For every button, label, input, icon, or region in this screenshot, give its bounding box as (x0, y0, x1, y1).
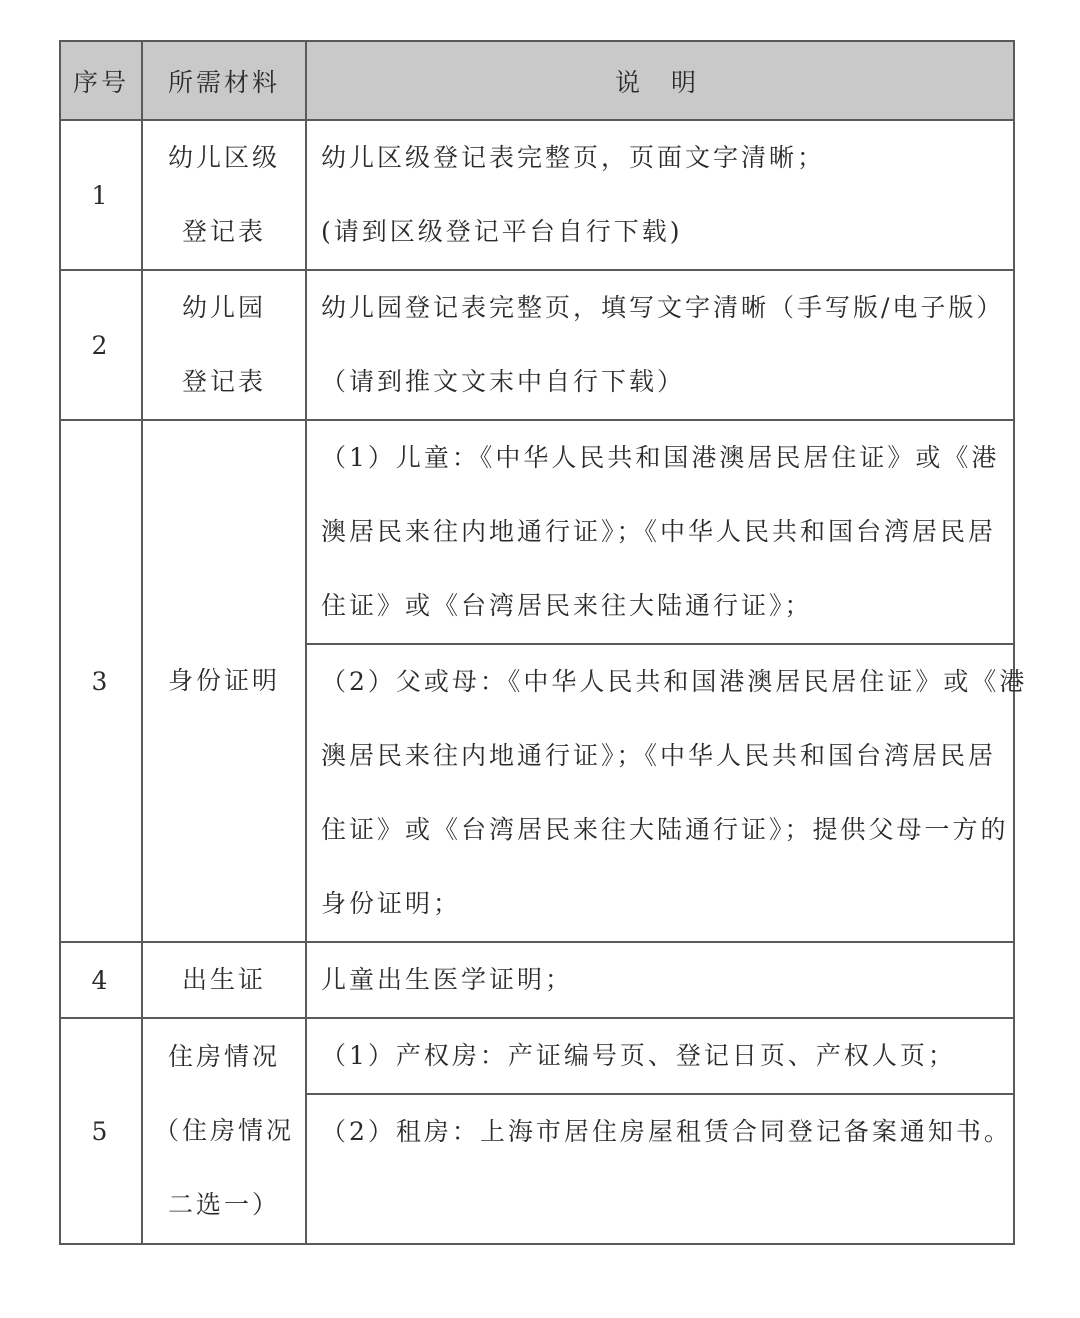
material-cell (142, 942, 306, 1018)
table-row (60, 1018, 1014, 1094)
desc-line: （1）产权房：产证编号页、登记日页、产权人页； (321, 1041, 956, 1070)
material-line: 住房情况 (167, 1042, 280, 1071)
table-row (60, 942, 1014, 1018)
desc-line: 澳居民来往内地通行证》；《中华人民共和国台湾居民居 (321, 741, 997, 770)
material-line: 登记表 (181, 217, 266, 246)
row-number: 5 (60, 1018, 142, 1244)
row-number: 1 (60, 120, 142, 270)
desc-line: 住证》或《台湾居民来往大陆通行证》； (321, 591, 813, 620)
desc-line: （2）父或母：《中华人民共和国港澳居民居住证》或《港 (321, 667, 1028, 696)
material-line: 出生证 (181, 965, 266, 994)
desc-line: 澳居民来往内地通行证》；《中华人民共和国台湾居民居 (321, 517, 997, 546)
desc-line: （1）儿童：《中华人民共和国港澳居民居住证》或《港 (321, 443, 1000, 472)
material-line: 幼儿区级 (167, 143, 280, 172)
desc-cell (306, 120, 1014, 270)
material-line: 登记表 (181, 367, 266, 396)
material-line: （住房情况 (153, 1116, 294, 1145)
material-line: 二选一） (167, 1190, 280, 1219)
desc-line: 幼儿区级登记表完整页，页面文字清晰； (321, 143, 826, 172)
desc-cell (306, 1018, 1014, 1094)
desc-cell (306, 420, 1014, 644)
material-cell (142, 120, 306, 270)
material-cell (142, 420, 306, 942)
desc-line: (请到区级登记平台自行下载) (321, 217, 683, 246)
desc-cell (306, 1094, 1014, 1244)
desc-spacer (321, 1169, 1007, 1243)
row-number: 3 (60, 420, 142, 942)
desc-line: 幼儿园登记表完整页，填写文字清晰（手写版/电子版） (321, 293, 1005, 322)
row-number: 4 (60, 942, 142, 1018)
table-row (60, 420, 1014, 644)
desc-cell (306, 270, 1014, 420)
material-line: 幼儿园 (181, 293, 266, 322)
header-no: 序号 (60, 41, 142, 120)
requirements-table (59, 40, 1028, 1245)
header-desc: 说 明 (306, 41, 1014, 120)
desc-cell (306, 942, 1014, 1018)
desc-line: 儿童出生医学证明； (321, 965, 574, 994)
material-cell (142, 1018, 306, 1244)
desc-line: （请到推文文末中自行下载） (321, 367, 686, 396)
table-row (60, 270, 1014, 420)
desc-cell (306, 644, 1028, 942)
header-row (60, 41, 1014, 120)
header-material: 所需材料 (142, 41, 306, 120)
material-line: 身份证明 (167, 666, 280, 695)
desc-line: （2）租房：上海市居住房屋租赁合同登记备案通知书。 (321, 1117, 1012, 1146)
table-row (60, 120, 1014, 270)
material-cell (142, 270, 306, 420)
desc-line: 身份证明； (321, 889, 462, 918)
desc-line: 住证》或《台湾居民来往大陆通行证》；提供父母一方的 (321, 815, 1009, 844)
row-number: 2 (60, 270, 142, 420)
